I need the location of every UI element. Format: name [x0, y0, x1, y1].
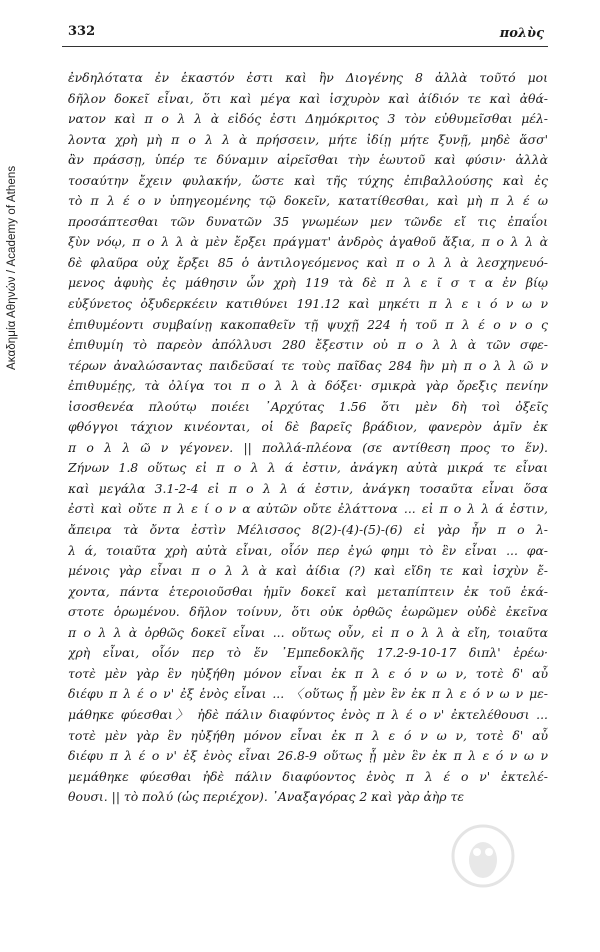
page-number: 332 — [68, 24, 96, 39]
text-line: τὸ π λ έ ο ν ὑπηγεομένης τῷ δοκεῖν, κατατίθεσθαι, καὶ μὴ π λ έ ω — [68, 193, 548, 209]
text-line: ἐπιθυμέοντι συμβαίνῃ κακοπαθεῖν τῇ ψυχῇ 224 ἡ τοῦ π λ έ ο ν ο ς — [68, 316, 548, 332]
entry-body — [68, 68, 548, 808]
text-line: π ο λ λ ῶ ν γέγονεν. || πολλά-πλέονα (σε αντίθεση προς το ἕν). — [68, 439, 548, 455]
text-line: λ ά, τοιαῦτα χρὴ αὐτὰ εἶναι, οἷόν περ ἐγώ φημι τὸ ἓν εἶναι ... φα- — [68, 542, 548, 558]
text-line: ἐπιθυμίη τὸ παρεὸν ἀπόλλυσι 280 ἔξεστιν οὐ π ο λ λ ὰ τῶν σφε- — [68, 337, 548, 353]
text-line: λοντα χρὴ μὴ π ο λ λ ὰ πρήσσειν, μήτε ἰδίῃ μήτε ξυνῇ, μηδὲ ἅσσ' — [68, 131, 548, 147]
text-line: ἄπειρα τὰ ὄντα ἐστὶν Μέλισσος 8(2)-(4)-(5)-(6) εἰ γὰρ ἦν π ο λ- — [68, 522, 548, 538]
text-line: μενος ἀφυὴς ἐς μάθησιν ὧν χρὴ 119 τὰ δὲ π λ ε ῖ σ τ α ἐν βίῳ — [68, 275, 548, 291]
text-line: ἐνδηλότατα ἐν ἑκαστόν ἐστι καὶ ἢν Διογένης 8 ἀλλὰ τοῦτό μοι — [68, 70, 548, 85]
text-line: ἂν πράσσῃ, ὑπέρ τε δύναμιν αἱρεῖσθαι τὴν ἑωυτοῦ καὶ φύσιν· ἀλλὰ — [68, 152, 548, 168]
text-line: μάθηκε φύεσθαι〉 ἠδὲ πάλιν διαφύντος ἑνὸς π λ έ ο ν' ἐκτελέθουσι ... — [68, 706, 548, 722]
text-line: καὶ μεγάλα 3.1-2-4 εἰ π ο λ λ ά ἐστιν, ἀνάγκη τοσαῦτα εἶναι ὅσα — [68, 480, 548, 496]
text-line: θουσι. || τὸ πολύ (ὡς περιέχον). ᾿Αναξαγόρας 2 καὶ γὰρ ἀὴρ τε — [68, 789, 464, 805]
text-line: π ο λ λ ὰ ὀρθῶς δοκεῖ εἶναι ... οὕτως οὖν, εἰ π ο λ λ ὰ εἴη, τοιαῦτα — [68, 624, 548, 640]
text-line: διέφυ π λ έ ο ν' ἐξ ἑνὸς εἶναι ... 〈οὕτως ᾗ μὲν ἓν ἐκ π λ ε ό ν ω ν με- — [68, 686, 548, 702]
text-line: στοτε ὁρωμένου. δῆλον τοίνυν, ὅτι οὐκ ὀρθῶς ἑωρῶμεν οὐδὲ ἐκεῖνα — [68, 604, 548, 620]
text-line: ἐπιθυμέῃς, τὰ ὀλίγα τοι π ο λ λ ὰ δόξει· σμικρὰ γὰρ ὄρεξις πενίην — [68, 378, 548, 394]
text-line: δῆλον δοκεῖ εἶναι, ὅτι καὶ μέγα καὶ ἰσχυρὸν καὶ ἀίδιόν τε καὶ ἀθά- — [68, 90, 548, 106]
text-line: τοτὲ μὲν γὰρ ἓν ηὐξήθη μόνον εἶναι ἐκ π λ ε ό ν ω ν, τοτὲ δ' αὖ — [68, 727, 548, 743]
text-line: τοτὲ μὲν γὰρ ἓν ηὐξήθη μόνον εἶναι ἐκ π λ ε ό ν ω ν, τοτὲ δ' αὖ — [68, 665, 548, 681]
text-line: μεμάθηκε φύεσθαι ἠδὲ πάλιν διαφύοντος ἑνὸς π λ έ ο ν' ἐκτελέ- — [68, 768, 548, 784]
text-line: χοντα, πάντα ἑτεροιοῦσθαι ἡμῖν δοκεῖ καὶ μεταπίπτειν ἐκ τοῦ ἑκά- — [68, 583, 548, 599]
owl-stamp-icon — [443, 820, 523, 892]
text-line: ξὺν νόῳ, π ο λ λ ὰ μὲν ἔρξει πράγματ' ἀνδρὸς ἀγαθοῦ ἄξια, π ο λ λ ὰ — [68, 234, 548, 250]
text-line: διέφυ π λ έ ο ν' ἐξ ἑνὸς εἶναι 26.8-9 οὕτως ᾗ μὲν ἓν ἐκ π λ ε ό ν ω ν — [68, 748, 548, 764]
running-head: πολὺς — [499, 26, 544, 41]
academy-side-label: Ακαδημία Αθηνών / Academy of Athens — [6, 165, 18, 370]
text-line: νατον καὶ π ο λ λ ὰ εἰδός ἐστι Δημόκριτος 3 τὸν εὐθυμεῖσθαι μέλ- — [68, 111, 548, 127]
text-line: τέρων ἀναλώσαντας παιδεῦσαί τε τοὺς παῖδας 284 ἢν μὴ π ο λ λ ῶ ν — [68, 357, 548, 373]
text-line: ἐστὶ καὶ οὔτε π λ ε ί ο ν α αὐτῶν οὔτε ἐλάττονα ... εἰ π ο λ λ ά ἐστιν, — [68, 501, 548, 517]
page-header — [62, 16, 548, 47]
text-line: μένοις γὰρ εἶναι π ο λ λ ὰ καὶ ἀίδια (?) καὶ εἴδη τε καὶ ἰσχὺν ἔ- — [68, 563, 548, 579]
text-line: δὲ φλαῦρα οὐχ ἔρξει 85 ὁ ἀντιλογεόμενος καὶ π ο λ λ ὰ λεσχηνευό- — [68, 254, 548, 270]
text-line: Ζήνων 1.8 οὕτως εἰ π ο λ λ ά ἐστιν, ἀνάγκη αὐτὰ μικρά τε εἶναι — [68, 460, 548, 476]
text-line: φθόγγοι τάχιον κινέονται, οἱ δὲ βαρεῖς βράδιον, φανερὸν ἁμῖν ἐκ — [68, 419, 548, 435]
text-line: ἰσοσθενέα πλούτῳ ποιέει ᾿Αρχύτας 1.56 ὅτι μὲν δὴ τοὶ ὀξεῖς — [68, 398, 548, 414]
text-line: τοσαύτην ἔχειν φυλακήν, ὥστε καὶ τῆς τύχης ἐπιβαλλούσης καὶ ἐς — [68, 172, 548, 188]
text-line: προσάπτεσθαι τῶν δυνατῶν 35 γνωμέων μεν τῶνδε εἴ τις ἐπαΐοι — [68, 213, 548, 229]
text-line: εὐξύνετος ὀξυδερκέειν κατιθύνει 191.12 καὶ μηκέτι π λ ε ι ό ν ω ν — [68, 296, 548, 312]
text-line: χρὴ εἶναι, οἷόν περ τὸ ἕν ᾿Εμπεδοκλῆς 17.2-9-10-17 διπλ' ἐρέω· — [68, 645, 548, 661]
